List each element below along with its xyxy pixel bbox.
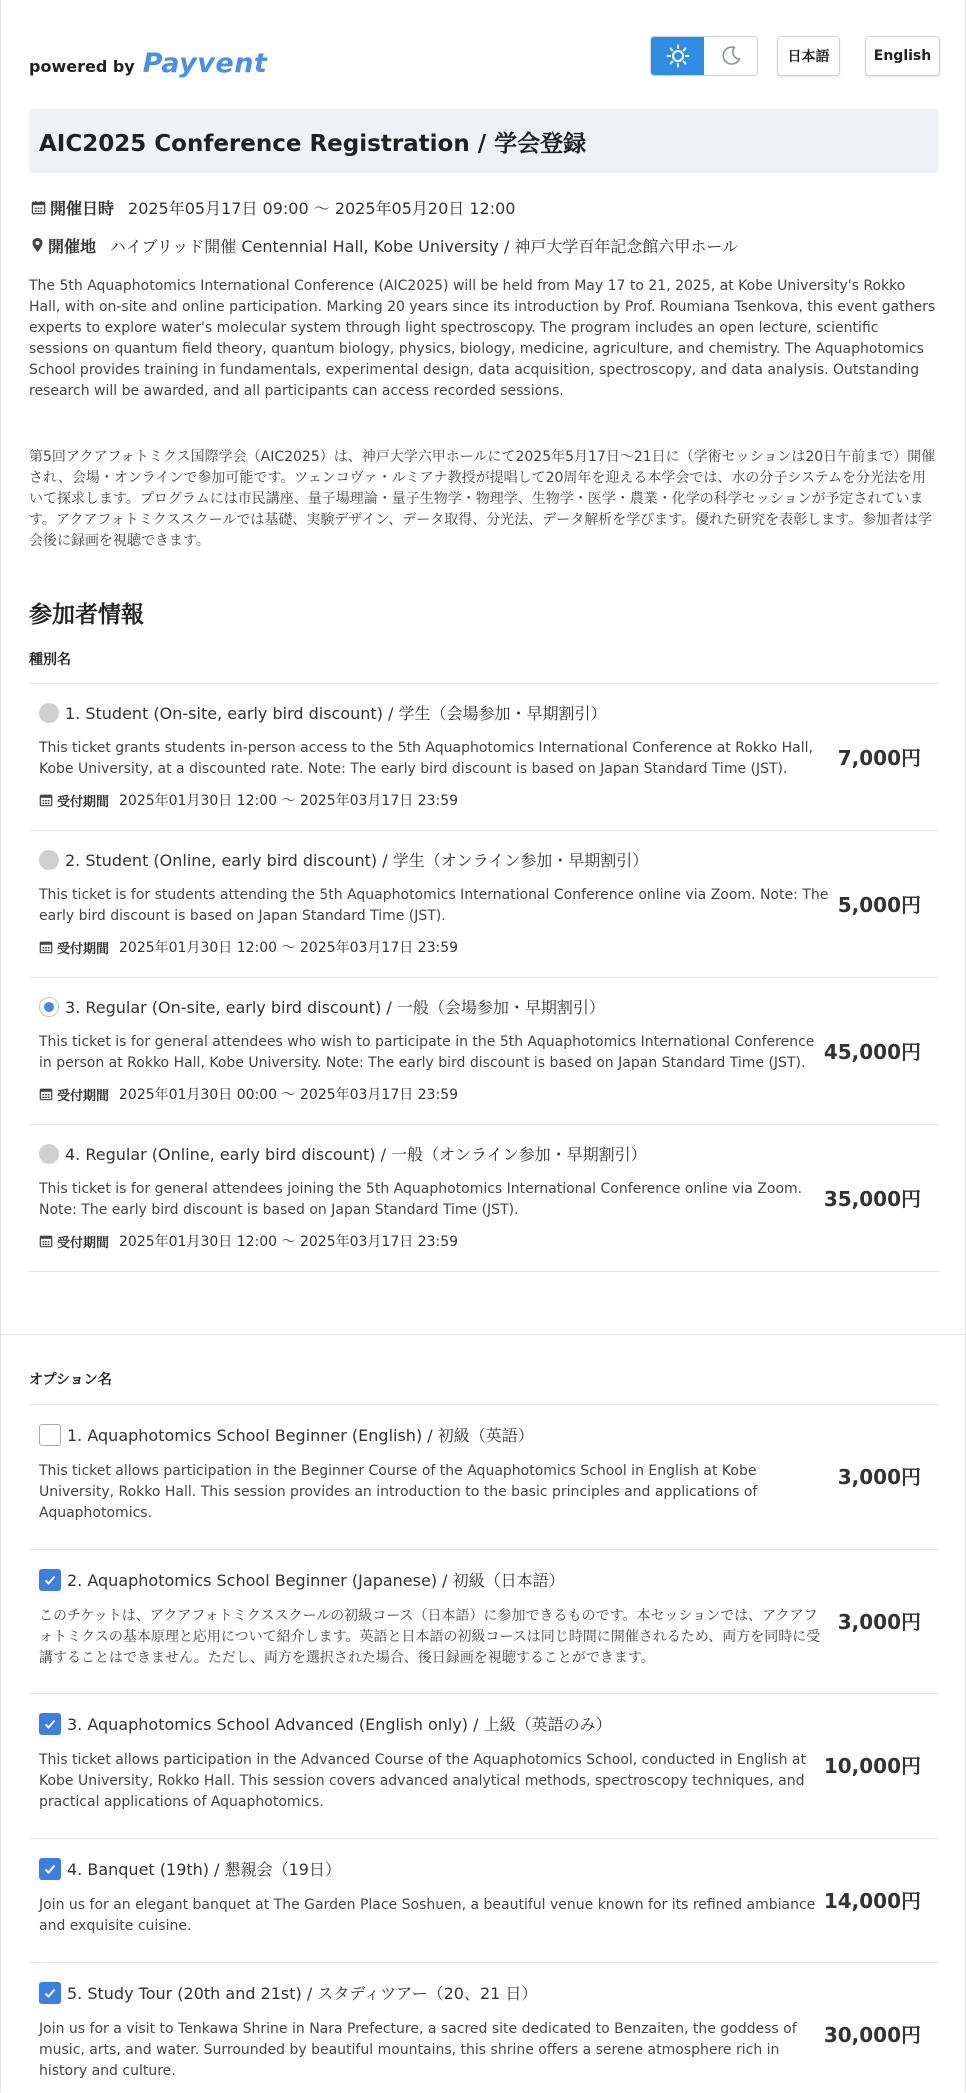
- ticket-price: 5,000円: [837, 893, 921, 917]
- payvent-logo[interactable]: Payvent: [142, 48, 268, 79]
- period-value: 2025年01月30日 12:00 〜 2025年03月17日 23:59: [119, 1234, 459, 1250]
- option-checkbox-checked[interactable]: [39, 1858, 61, 1880]
- ticket-item-regular-onsite[interactable]: [29, 978, 939, 1125]
- option-name: 3. Aquaphotomics School Advanced (English only) / 上級（英語のみ）: [67, 1715, 612, 1734]
- option-item-school-advanced[interactable]: [29, 1694, 939, 1839]
- ticket-item-student-onsite[interactable]: [29, 684, 939, 831]
- period-label: 受付期間: [57, 1088, 110, 1104]
- ticket-period: [39, 1231, 458, 1251]
- ticket-name: 1. Student (On-site, early bird discount) / 学生（会場参加・早期割引）: [65, 704, 607, 723]
- ticket-radio[interactable]: [39, 703, 59, 723]
- ticket-header: [39, 848, 648, 871]
- event-place-row: [31, 232, 738, 258]
- calendar-icon: [39, 940, 53, 954]
- page-title: AIC2025 Conference Registration / 学会登録: [39, 130, 587, 157]
- ticket-header: [39, 995, 605, 1018]
- calendar-icon: [39, 1087, 53, 1101]
- option-checkbox-checked[interactable]: [39, 1982, 61, 2004]
- option-description: Join us for a visit to Tenkawa Shrine in Nara Prefecture, a sacred site dedicated to Benzaiten, the goddess of music, arts, and water. Surrounded by beautiful mountains, this shrine offers a serene atmosphere rich in history and culture.: [39, 2021, 797, 2079]
- date-label: 開催日時: [50, 198, 115, 218]
- japanese-language-button[interactable]: 日本語: [777, 36, 840, 76]
- theme-toggle: [650, 36, 758, 76]
- english-language-button[interactable]: English: [865, 36, 940, 76]
- option-list: [29, 1404, 939, 2093]
- option-price: 10,000円: [823, 1754, 921, 1778]
- period-label: 受付期間: [57, 941, 110, 957]
- section-divider: [1, 1334, 966, 1335]
- calendar-icon: [39, 793, 53, 807]
- option-price: 30,000円: [823, 2023, 921, 2047]
- option-description: This ticket allows participation in the Advanced Course of the Aquaphotomics School, conducted in English at Kobe University, Rokko Hall. This session covers advanced analytical methods, spectroscopy techniques, and practical applications of Aquaphotomics.: [39, 1752, 806, 1810]
- check-icon: [43, 1986, 57, 2000]
- option-item-study-tour[interactable]: [29, 1963, 939, 2093]
- powered-by: [29, 48, 267, 79]
- period-value: 2025年01月30日 00:00 〜 2025年03月17日 23:59: [119, 1087, 459, 1103]
- ticket-period: [39, 937, 458, 957]
- option-header: [39, 1981, 537, 2004]
- period-value: 2025年01月30日 12:00 〜 2025年03月17日 23:59: [119, 793, 459, 809]
- option-header: [39, 1857, 341, 1880]
- participant-section-title: 参加者情報: [29, 602, 144, 628]
- option-price: 3,000円: [837, 1610, 921, 1634]
- ticket-radio[interactable]: [39, 1144, 59, 1164]
- check-icon: [43, 1717, 57, 1731]
- option-header: [39, 1568, 565, 1591]
- ticket-list: [29, 683, 939, 1272]
- option-price: 14,000円: [823, 1889, 921, 1913]
- period-label: 受付期間: [57, 794, 110, 810]
- calendar-icon: [31, 200, 46, 215]
- option-label: オプション名: [29, 1372, 112, 1388]
- event-description-japanese: 第5回アクアフォトミクス国際学会（AIC2025）は、神戸大学六甲ホールにて2025年5月17日〜21日に（学術セッションは20日午前まで）開催され、会場・オンラインで参加可能です。ツェンコヴァ・ルミアナ教授が提唱して20周年を迎える本学会では、水の分子システムを分光法を用いて探求します。プログラムには市民講座、量子場理論・量子生物学・物理学、生物学・医学・農業・化学の科学セッションが予定されています。アクアフォトミクススクールでは基礎、実験デザイン、データ取得、分光法、データ解析を学びます。優れた研究を表彰します。参加者は学会後に録画を視聴できます。: [29, 449, 936, 549]
- option-checkbox-checked[interactable]: [39, 1713, 61, 1735]
- place-label: 開催地: [48, 236, 97, 256]
- period-value: 2025年01月30日 12:00 〜 2025年03月17日 23:59: [119, 940, 459, 956]
- option-name: 1. Aquaphotomics School Beginner (English) / 初級（英語）: [67, 1426, 534, 1445]
- ticket-name: 3. Regular (On-site, early bird discount) / 一般（会場参加・早期割引）: [65, 998, 605, 1017]
- check-icon: [43, 1573, 57, 1587]
- option-price: 3,000円: [837, 1465, 921, 1489]
- ticket-item-student-online[interactable]: [29, 831, 939, 978]
- event-title-box: [29, 109, 939, 173]
- ticket-type-label: 種別名: [29, 652, 71, 668]
- ticket-description: This ticket grants students in-person access to the 5th Aquaphotomics International Conference at Rokko Hall, Kobe University, at a discounted rate. Note: The early bird discount is based on Japan Standard Time (JST).: [39, 740, 813, 777]
- option-description: This ticket allows participation in the Beginner Course of the Aquaphotomics School in English at Kobe University, Rokko Hall. This session provides an introduction to the basic principles and applications of Aquaphotomics.: [39, 1463, 758, 1521]
- ticket-price: 45,000円: [823, 1040, 921, 1064]
- option-item-banquet[interactable]: [29, 1839, 939, 1963]
- ticket-name: 2. Student (Online, early bird discount) / 学生（オンライン参加・早期割引）: [65, 851, 649, 870]
- ticket-period: [39, 790, 458, 810]
- option-header: [39, 1423, 534, 1446]
- ticket-header: [39, 701, 607, 724]
- powered-by-text: powered by: [29, 57, 135, 76]
- option-name: 5. Study Tour (20th and 21st) / スタディツアー（20、21 日）: [67, 1984, 538, 2003]
- ticket-price: 7,000円: [837, 746, 921, 770]
- option-item-school-beginner-english[interactable]: [29, 1405, 939, 1550]
- event-date-row: [31, 194, 515, 220]
- option-checkbox-checked[interactable]: [39, 1569, 61, 1591]
- place-value: ハイブリッド開催 Centennial Hall, Kobe University / 神戸大学百年記念館六甲ホール: [110, 236, 739, 256]
- date-value: 2025年05月17日 09:00 〜 2025年05月20日 12:00: [128, 198, 516, 218]
- option-checkbox[interactable]: [39, 1424, 61, 1446]
- calendar-icon: [39, 1234, 53, 1248]
- dark-theme-button[interactable]: [704, 37, 757, 75]
- moon-icon: [719, 44, 743, 68]
- ticket-price: 35,000円: [823, 1187, 921, 1211]
- option-description: このチケットは、アクアフォトミクススクールの初級コース（日本語）に参加できるものです。本セッションでは、アクアフォトミクスの基本原理と応用について紹介します。英語と日本語の初級コースは同じ時間に開催されるため、両方を同時に受講することはできません。ただし、両方を選択された場合、後日録画を視聴することができます。: [39, 1608, 821, 1666]
- option-description: Join us for an elegant banquet at The Garden Place Soshuen, a beautiful venue known for its refined ambiance and exquisite cuisine.: [39, 1897, 816, 1934]
- header: [29, 36, 939, 84]
- option-name: 2. Aquaphotomics School Beginner (Japanese) / 初級（日本語）: [67, 1571, 565, 1590]
- event-description-english: The 5th Aquaphotomics International Conference (AIC2025) will be held from May 17 to 21, 2025, at Kobe University's Rokko Hall, with on-site and online participation. Marking 20 years since its introduction by Prof. Roumiana Tsenkova, this event gathers experts to explore water's molecular system through light spectroscopy. The program includes an open lecture, scientific sessions on quantum field theory, quantum biology, physics, biology, medicine, agriculture, and chemistry. The Aquaphotomics School provides training in fundamentals, experimental design, data acquisition, spectroscopy, and data analysis. Outstanding research will be awarded, and all participants can access recorded sessions.: [29, 278, 936, 399]
- option-item-school-beginner-japanese[interactable]: [29, 1550, 939, 1694]
- period-label: 受付期間: [57, 1235, 110, 1251]
- ticket-description: This ticket is for general attendees who wish to participate in the 5th Aquaphotomics International Conference in person at Rokko Hall, Kobe University. Note: The early bird discount is based on Japan Standard Time (JST).: [39, 1034, 815, 1071]
- ticket-period: [39, 1084, 458, 1104]
- check-icon: [43, 1862, 57, 1876]
- ticket-description: This ticket is for students attending the 5th Aquaphotomics International Conference online via Zoom. Note: The early bird discount is based on Japan Standard Time (JST).: [39, 887, 829, 924]
- option-name: 4. Banquet (19th) / 懇親会（19日）: [67, 1860, 341, 1879]
- ticket-radio[interactable]: [39, 850, 59, 870]
- ticket-name: 4. Regular (Online, early bird discount) / 一般（オンライン参加・早期割引）: [65, 1145, 647, 1164]
- ticket-radio-selected[interactable]: [39, 997, 59, 1017]
- ticket-description: This ticket is for general attendees joining the 5th Aquaphotomics International Conference online via Zoom. Note: The early bird discount is based on Japan Standard Time (JST).: [39, 1181, 803, 1218]
- sun-icon: [666, 44, 690, 68]
- location-pin-icon: [31, 237, 44, 253]
- light-theme-button[interactable]: [651, 37, 704, 75]
- option-header: [39, 1712, 612, 1735]
- ticket-item-regular-online[interactable]: [29, 1125, 939, 1272]
- ticket-header: [39, 1142, 647, 1165]
